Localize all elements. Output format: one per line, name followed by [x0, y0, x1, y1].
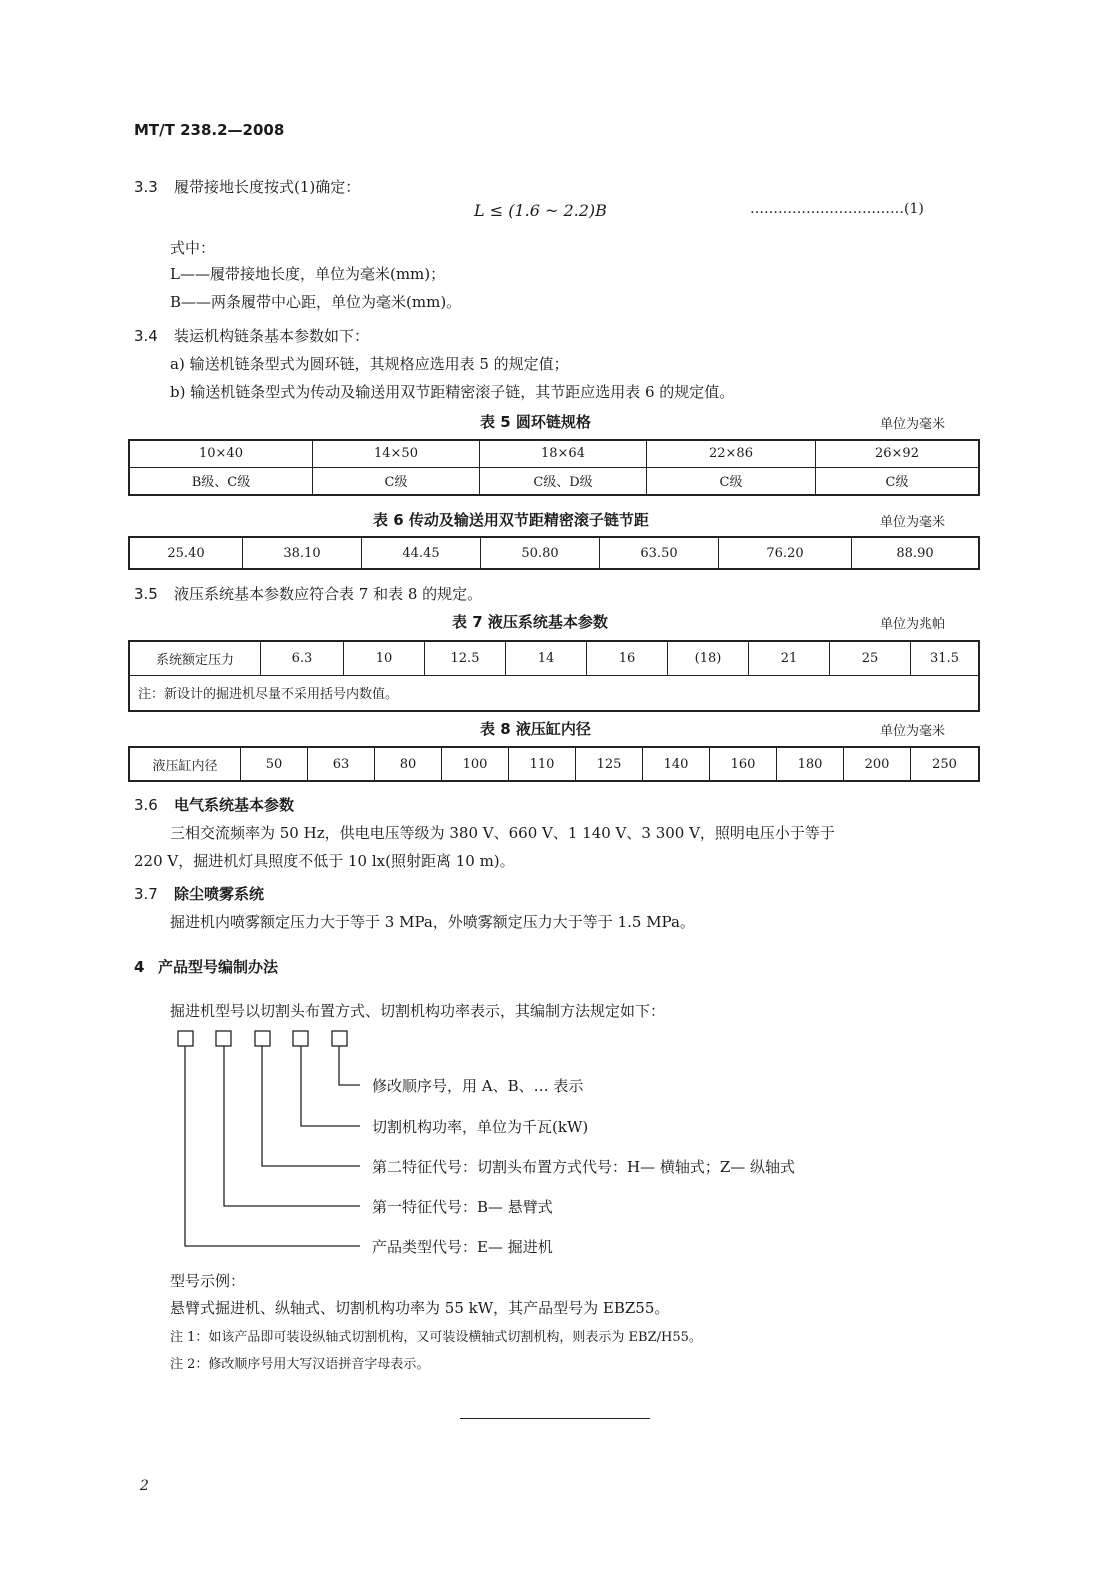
table6-value: 50.80 — [481, 537, 600, 569]
connector-line — [262, 1046, 360, 1166]
table8-value: 50 — [241, 747, 308, 781]
note-1: 注 1：如该产品即可装设纵轴式切割机构，又可装设横轴式切割机构，则表示为 EBZ/H55。 — [170, 1330, 702, 1345]
table7-value: 6.3 — [261, 641, 344, 675]
table5 — [128, 439, 980, 496]
model-intro: 掘进机型号以切割头布置方式、切割机构功率表示，其编制方法规定如下： — [170, 1002, 666, 1020]
code-box — [255, 1031, 270, 1046]
section-number: 3.6 — [134, 796, 158, 814]
code-box — [293, 1031, 308, 1046]
section-number: 3.7 — [134, 885, 158, 903]
table8-value: 125 — [576, 747, 643, 781]
table5-caption: 表 5 圆环链规格 — [480, 413, 591, 431]
section-number: 3.3 — [134, 178, 158, 196]
code-label-product-type: 产品类型代号：E— 掘进机 — [372, 1238, 553, 1256]
section-3-7 — [134, 883, 264, 904]
table5-unit: 单位为毫米 — [880, 417, 946, 432]
section-title: 产品型号编制办法 — [158, 958, 279, 976]
table6-value: 38.10 — [243, 537, 362, 569]
example-title: 型号示例： — [170, 1272, 246, 1290]
table8 — [128, 746, 980, 782]
section-3-4 — [134, 325, 369, 346]
table5-size: 14×50 — [313, 440, 480, 467]
table7-value: 31.5 — [911, 641, 980, 675]
table7-value: 14 — [506, 641, 587, 675]
section-title: 电气系统基本参数 — [174, 796, 295, 814]
table7-row-label: 系统额定压力 — [129, 641, 261, 675]
table7-value: 21 — [749, 641, 830, 675]
section-text: 液压系统基本参数应符合表 7 和表 8 的规定。 — [174, 585, 483, 603]
table8-value: 110 — [509, 747, 576, 781]
table6-value: 44.45 — [362, 537, 481, 569]
example-text: 悬臂式掘进机、纵轴式、切割机构功率为 55 kW，其产品型号为 EBZ55。 — [170, 1299, 670, 1317]
code-box — [332, 1031, 347, 1046]
table7-unit: 单位为兆帕 — [880, 617, 946, 632]
formula: L ≤ (1.6 ~ 2.2)B — [474, 201, 607, 220]
table7 — [128, 640, 980, 712]
code-label-second-feature: 第二特征代号：切割头布置方式代号：H— 横轴式；Z— 纵轴式 — [372, 1158, 796, 1176]
table7-value: 12.5 — [425, 641, 506, 675]
section-text: 履带接地长度按式(1)确定： — [174, 178, 361, 196]
table8-value: 180 — [777, 747, 844, 781]
section-3-6 — [134, 794, 294, 815]
table7-value: 16 — [587, 641, 668, 675]
table7-value: 25 — [830, 641, 911, 675]
table8-value: 80 — [375, 747, 442, 781]
dust-spray-text: 掘进机内喷雾额定压力大于等于 3 MPa，外喷雾额定压力大于等于 1.5 MPa。 — [170, 913, 695, 931]
table6-unit: 单位为毫米 — [880, 515, 946, 530]
table8-unit: 单位为毫米 — [880, 724, 946, 739]
table6 — [128, 536, 980, 570]
formula-number: ……………………………(1) — [750, 201, 924, 217]
connector-line — [301, 1046, 360, 1126]
table7-caption: 表 7 液压系统基本参数 — [452, 613, 608, 631]
table5-grade: C级 — [313, 467, 480, 495]
code-box — [178, 1031, 193, 1046]
table6-caption: 表 6 传动及输送用双节距精密滚子链节距 — [373, 511, 649, 529]
table5-grade: C级 — [816, 467, 980, 495]
section-3-3 — [134, 176, 360, 197]
table5-size: 10×40 — [129, 440, 313, 467]
table5-grade: C级 — [647, 467, 816, 495]
electrical-line-2: 220 V，掘进机灯具照度不低于 10 lx(照射距离 10 m)。 — [134, 852, 515, 870]
section-number: 3.4 — [134, 327, 158, 345]
table7-value: (18) — [668, 641, 749, 675]
table5-grade: C级、D级 — [480, 467, 647, 495]
table5-size: 18×64 — [480, 440, 647, 467]
electrical-line-1: 三相交流频率为 50 Hz，供电电压等级为 380 V、660 V、1 140 V、3 300 V，照明电压小于等于 — [170, 824, 835, 842]
table8-value: 63 — [308, 747, 375, 781]
table8-caption: 表 8 液压缸内径 — [480, 720, 591, 738]
section-number: 4 — [134, 958, 145, 976]
code-label-revision: 修改顺序号，用 A、B、… 表示 — [372, 1077, 584, 1095]
table6-value: 63.50 — [600, 537, 719, 569]
table8-value: 250 — [911, 747, 980, 781]
note-2: 注 2：修改顺序号用大写汉语拼音字母表示。 — [170, 1357, 430, 1372]
table8-value: 100 — [442, 747, 509, 781]
section-title: 除尘喷雾系统 — [174, 885, 265, 903]
table5-size: 26×92 — [816, 440, 980, 467]
connector-line — [185, 1046, 360, 1246]
model-code-diagram — [170, 1025, 360, 1260]
table7-note: 注：新设计的掘进机尽量不采用括号内数值。 — [129, 675, 979, 711]
definition-l: L——履带接地长度，单位为毫米(mm)； — [170, 265, 446, 283]
table5-size: 22×86 — [647, 440, 816, 467]
page-number: 2 — [140, 1478, 149, 1494]
table5-grade: B级、C级 — [129, 467, 313, 495]
section-text: 装运机构链条基本参数如下： — [174, 327, 370, 345]
section-4 — [134, 956, 278, 977]
definition-b: B——两条履带中心距，单位为毫米(mm)。 — [170, 293, 462, 311]
item-b: b) 输送机链条型式为传动及输送用双节距精密滚子链，其节距应选用表 6 的规定值。 — [170, 383, 735, 401]
document-header: MT/T 238.2—2008 — [134, 121, 285, 139]
code-box — [216, 1031, 231, 1046]
table7-value: 10 — [344, 641, 425, 675]
section-3-5 — [134, 583, 482, 604]
table8-value: 200 — [844, 747, 911, 781]
table6-value: 88.90 — [852, 537, 980, 569]
code-label-first-feature: 第一特征代号：B— 悬臂式 — [372, 1198, 553, 1216]
table6-value: 76.20 — [719, 537, 852, 569]
table8-value: 140 — [643, 747, 710, 781]
item-a: a) 输送机链条型式为圆环链，其规格应选用表 5 的规定值； — [170, 355, 569, 373]
table8-row-label: 液压缸内径 — [129, 747, 241, 781]
connector-line — [339, 1046, 360, 1085]
table8-value: 160 — [710, 747, 777, 781]
where-label: 式中： — [170, 239, 216, 257]
code-label-power: 切割机构功率，单位为千瓦(kW) — [372, 1118, 589, 1136]
end-rule — [460, 1418, 650, 1419]
table6-value: 25.40 — [129, 537, 243, 569]
section-number: 3.5 — [134, 585, 158, 603]
